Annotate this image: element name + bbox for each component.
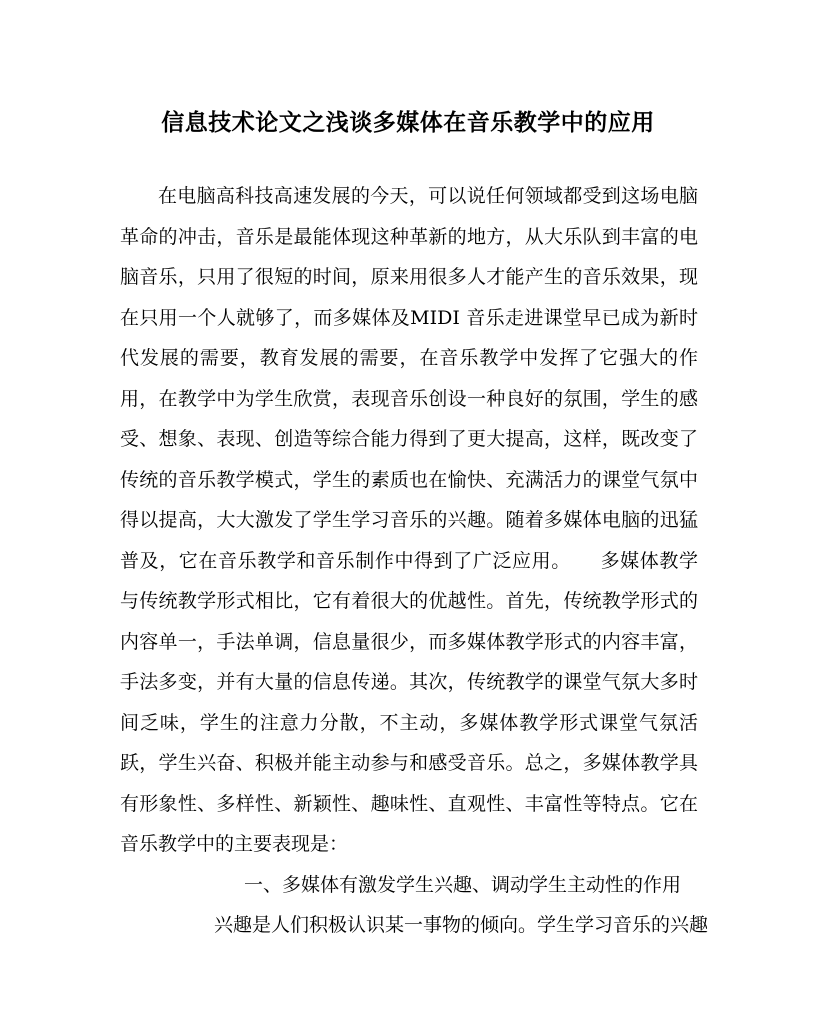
body-paragraph-2: 兴趣是人们积极认识某一事物的倾向。学生学习音乐的兴趣 bbox=[214, 914, 709, 936]
document-body bbox=[120, 176, 709, 946]
body-paragraph-1: 在电脑高科技高速发展的今天，可以说任何领域都受到这场电脑革命的冲击，音乐是最能体现这种革新的地方，从大乐队到丰富的电脑音乐，只用了很短的时间，原来用很多人才能产生的音乐效果，现在只用一个人就够了，而多媒体及MIDI 音乐走进课堂早已成为新时代发展的需要，教育发展的需要，在音乐教学中发挥了它强大的作用，在教学中为学生欣赏，表现音乐创设一种良好的氛围，学生的感受、想象、表现、创造等综合能力得到了更大提高，这样，既改变了传统的音乐教学模式，学生的素质也在愉快、充满活力的课堂气氛中得以提高，大大激发了学生学习音乐的兴趣。随着多媒体电脑的迅猛普及，它在音乐教学和音乐制作中得到了广泛应用。 多媒体教学与传统教学形式相比，它有着很大的优越性。首先，传统教学形式的内容单一，手法单调，信息量很少，而多媒体教学形式的内容丰富，手法多变，并有大量的信息传递。其次，传统教学的课堂气氛大多时间乏味，学生的注意力分散，不主动，多媒体教学形式课堂气氛活跃，学生兴奋、积极并能主动参与和感受音乐。总之，多媒体教学具有形象性、多样性、新颖性、趣味性、直观性、丰富性等特点。它在音乐教学中的主要表现是： bbox=[120, 185, 698, 855]
section-heading: 一、多媒体有激发学生兴趣、调动学生主动性的作用 bbox=[244, 873, 682, 896]
document-title: 信息技术论文之浅谈多媒体在音乐教学中的应用 bbox=[161, 109, 655, 136]
